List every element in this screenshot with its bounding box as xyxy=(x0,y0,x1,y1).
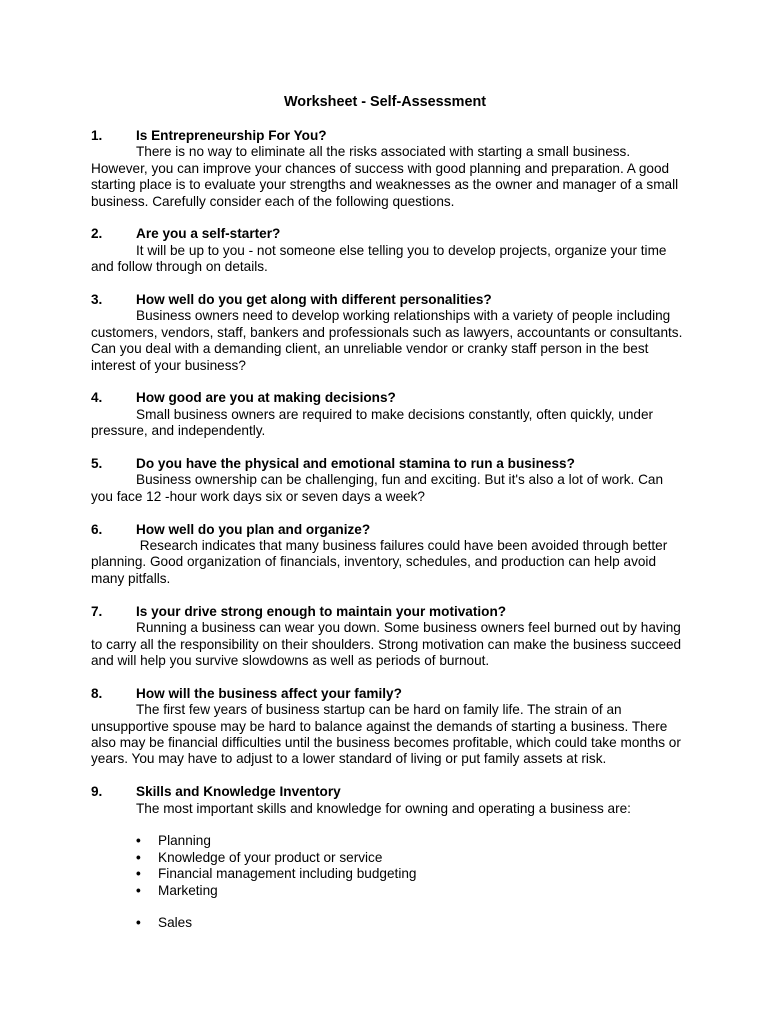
section-2 xyxy=(91,226,685,275)
bullet-icon: • xyxy=(136,915,141,931)
section-heading-text: How good are you at making decisions? xyxy=(136,390,396,406)
list-item-text: Financial management including budgeting xyxy=(158,866,417,882)
section-number: 2. xyxy=(91,226,103,242)
bullet-icon: • xyxy=(136,833,141,849)
section-6 xyxy=(91,522,685,588)
section-body: It will be up to you - not someone else telling you to develop projects, organize your time and follow through on details. xyxy=(91,242,667,275)
section-heading xyxy=(91,604,685,620)
section-body: Business ownership can be challenging, fun and exciting. But it's also a lot of work. Can you face 12 -hour work days six or seven days a week? xyxy=(91,472,664,504)
bullet-icon: • xyxy=(136,882,141,898)
list-item xyxy=(136,850,685,866)
section-4 xyxy=(91,390,685,439)
bullet-icon: • xyxy=(136,866,141,882)
section-heading-text: Is Entrepreneurship For You? xyxy=(136,128,327,143)
section-heading-text: Are you a self-starter? xyxy=(136,226,281,242)
list-item-text: Knowledge of your product or service xyxy=(158,849,383,865)
list-item xyxy=(136,833,685,849)
section-number: 5. xyxy=(91,456,103,472)
section-body: The first few years of business startup can be hard on family life. The strain of an unsupportive spouse may be hard to balance against the demands of starting a business. There also may be financial difficulties until the business becomes profitable, which could take months or years. You may have to adjust to a lower standard of living or put family assets at risk. xyxy=(91,702,681,767)
section-body: Small business owners are required to make decisions constantly, often quickly, under pressure, and independently. xyxy=(91,406,654,439)
section-body: The most important skills and knowledge for owning and operating a business are: xyxy=(136,800,631,816)
list-item xyxy=(136,883,685,899)
section-3 xyxy=(91,292,685,374)
section-heading xyxy=(91,456,685,472)
section-7 xyxy=(91,604,685,670)
section-heading xyxy=(91,784,685,800)
section-number: 8. xyxy=(91,685,103,701)
skills-list xyxy=(91,833,685,931)
section-heading-text: How well do you plan and organize? xyxy=(136,521,371,537)
section-number: 6. xyxy=(91,521,103,537)
section-heading xyxy=(91,522,685,538)
section-body: Business owners need to develop working relationships with a variety of people including customers, vendors, staff, bankers and professionals such as lawyers, accountants or consultants. Can you deal with a demanding client, an unreliable vendor or cranky staff person in the best interest of your business? xyxy=(91,308,683,373)
section-number: 4. xyxy=(91,390,103,406)
bullet-icon: • xyxy=(136,849,141,865)
list-item xyxy=(136,866,685,882)
list-item-text: Marketing xyxy=(158,882,218,898)
section-body: Running a business can wear you down. Some business owners feel burned out by having to carry all the responsibility on their shoulders. Strong motivation can make the business succeed and will help you survive slowdowns as well as periods of burnout. xyxy=(91,620,682,668)
section-heading-text: Is your drive strong enough to maintain your motivation? xyxy=(136,603,507,619)
section-1 xyxy=(91,128,685,210)
section-5 xyxy=(91,456,685,505)
section-number: 1. xyxy=(91,128,103,143)
section-heading-text: How well do you get along with different personalities? xyxy=(136,292,492,308)
section-heading-text: Do you have the physical and emotional stamina to run a business? xyxy=(136,456,575,472)
page-title: Worksheet - Self-Assessment xyxy=(283,94,487,110)
list-item xyxy=(136,915,685,931)
section-heading xyxy=(91,292,685,308)
section-heading-text: How will the business affect your family? xyxy=(136,685,402,701)
section-body: There is no way to eliminate all the risks associated with starting a small business. However, you can improve your chances of success with good planning and preparation. A good starting place is to evaluate your strengths and weaknesses as the owner and manager of a small business. Carefully consider each of the following questions. xyxy=(91,144,679,209)
section-number: 3. xyxy=(91,292,103,308)
section-number: 9. xyxy=(91,784,103,800)
section-heading xyxy=(91,128,685,144)
list-item-text: Sales xyxy=(158,915,193,931)
section-heading xyxy=(91,226,685,242)
section-8 xyxy=(91,686,685,768)
section-heading-text: Skills and Knowledge Inventory xyxy=(136,784,341,800)
list-item-text: Planning xyxy=(158,833,211,849)
section-body: Research indicates that many business failures could have been avoided through better planning. Good organization of financials, inventory, schedules, and production can help avoid many pitfalls. xyxy=(91,538,672,586)
document-body xyxy=(91,128,685,948)
section-heading xyxy=(91,390,685,406)
section-heading xyxy=(91,686,685,702)
section-9 xyxy=(91,784,685,932)
section-number: 7. xyxy=(91,603,103,619)
